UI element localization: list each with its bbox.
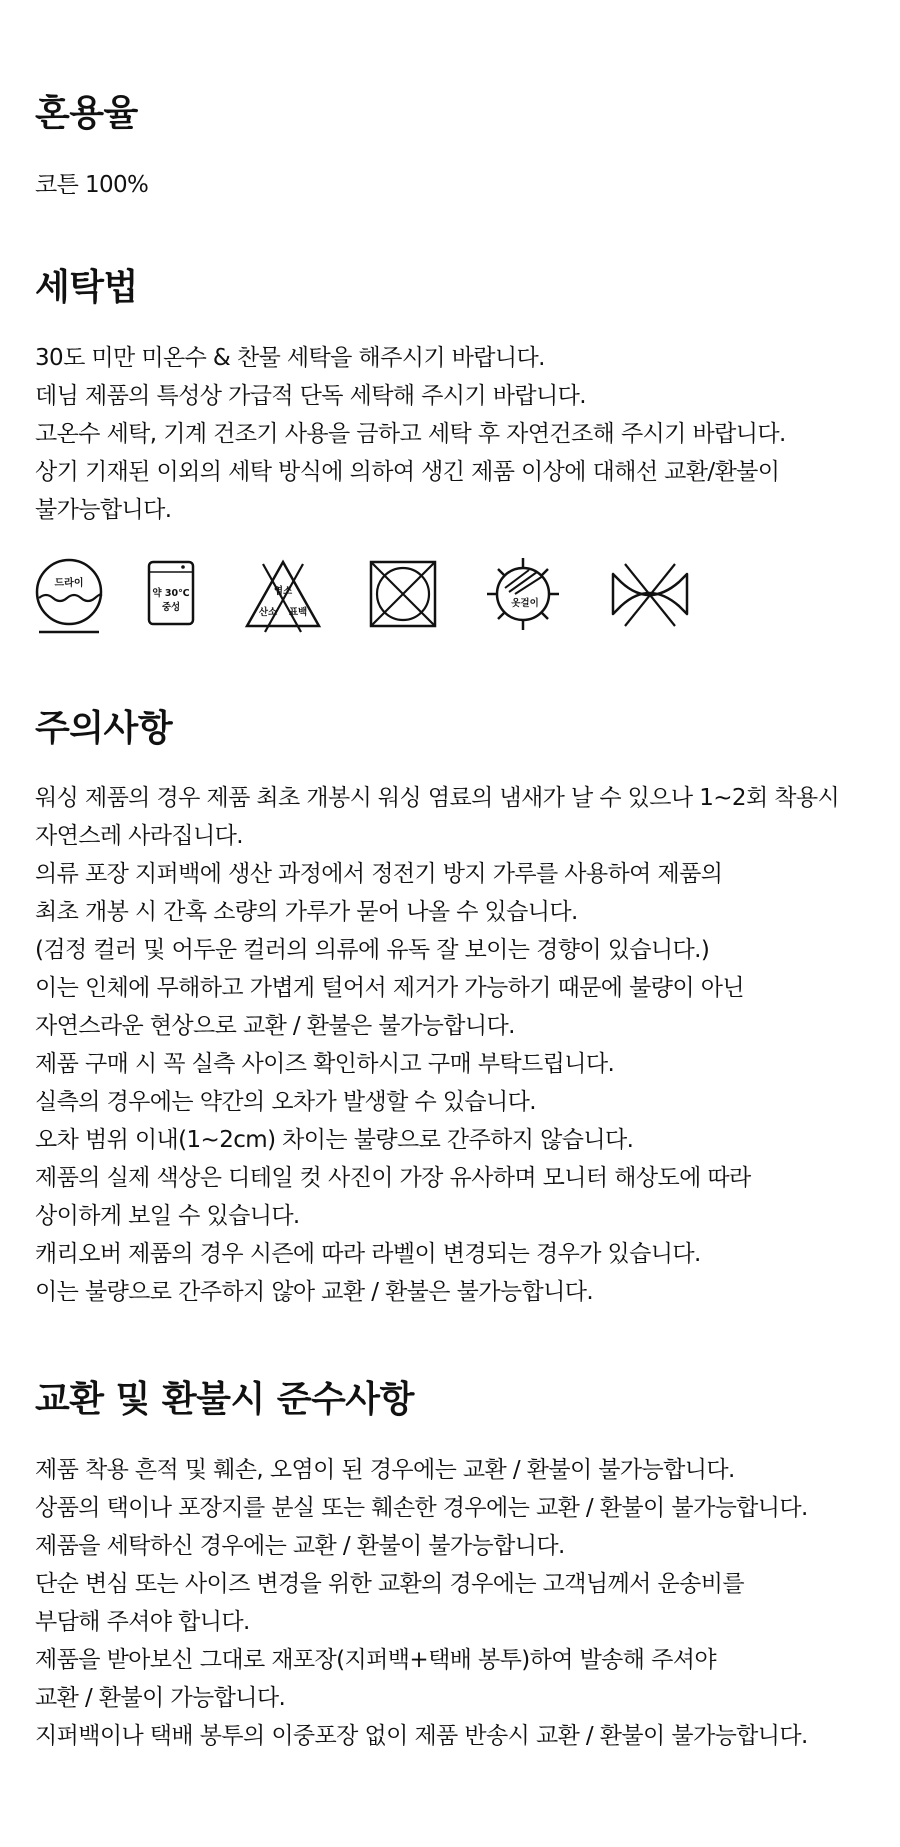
caution-line: 캐리오버 제품의 경우 시즌에 따라 라벨이 변경되는 경우가 있습니다. (35, 1241, 701, 1267)
washing-line: 불가능합니다. (35, 497, 172, 523)
cautions-section (35, 707, 875, 751)
exchange-line: 교환 / 환불이 가능합니다. (35, 1685, 286, 1711)
washer-detergent-label: 중성 (161, 602, 181, 613)
washer-temp-label: 약 30℃ (152, 588, 190, 599)
composition-section (35, 92, 875, 136)
bleach-oxygen-label: 산소 (258, 607, 278, 618)
caution-line: 실측의 경우에는 약간의 오차가 발생할 수 있습니다. (35, 1089, 536, 1115)
bleach-chlorine-label: 염소 (273, 586, 293, 597)
cautions-body (35, 779, 875, 1311)
composition-value: 코튼 100% (35, 172, 149, 198)
exchange-heading: 교환 및 환불시 준수사항 (35, 1379, 414, 1420)
caution-line: 워싱 제품의 경우 제품 최초 개봉시 워싱 염료의 냄새가 날 수 있으나 1~2회 착용시 (35, 785, 840, 811)
no-bleach-icon (243, 556, 323, 636)
washing-line: 상기 기재된 이외의 세탁 방식에 의하여 생긴 제품 이상에 대해선 교환/환불이 (35, 459, 780, 485)
washing-body (35, 339, 875, 529)
dry-clean-label: 드라이 (54, 578, 84, 589)
exchange-text (35, 1451, 875, 1755)
exchange-line: 제품 착용 흔적 및 훼손, 오염이 된 경우에는 교환 / 환불이 불가능합니다. (35, 1457, 735, 1483)
caution-line: 제품의 실제 색상은 디테일 컷 사진이 가장 유사하며 모니터 해상도에 따라 (35, 1165, 751, 1191)
washer-30c-icon (145, 556, 197, 636)
hanger-label: 옷걸이 (511, 598, 539, 609)
composition-heading: 혼용율 (35, 93, 138, 134)
exchange-line: 제품을 세탁하신 경우에는 교환 / 환불이 불가능합니다. (35, 1533, 565, 1559)
exchange-line: 상품의 택이나 포장지를 분실 또는 훼손한 경우에는 교환 / 환불이 불가능합니다. (35, 1495, 808, 1521)
exchange-section (35, 1378, 875, 1422)
no-wring-icon (607, 556, 693, 636)
exchange-body (35, 1451, 875, 1755)
caution-line: 오차 범위 이내(1~2cm) 차이는 불량으로 간주하지 않습니다. (35, 1127, 634, 1153)
caution-line: 최초 개봉 시 간혹 소량의 가루가 묻어 나올 수 있습니다. (35, 899, 578, 925)
washing-line: 데님 제품의 특성상 가급적 단독 세탁해 주시기 바랍니다. (35, 383, 586, 409)
caution-line: 이는 인체에 무해하고 가볍게 털어서 제거가 가능하기 때문에 불량이 아닌 (35, 975, 744, 1001)
bleach-label: 표백 (288, 607, 308, 618)
exchange-line: 지퍼백이나 택배 봉투의 이중포장 없이 제품 반송시 교환 / 환불이 불가능합니다. (35, 1723, 808, 1749)
caution-line: 자연스라운 현상으로 교환 / 환불은 불가능합니다. (35, 1013, 515, 1039)
washing-heading: 세탁법 (35, 267, 138, 308)
hang-dry-shade-icon (481, 556, 565, 636)
exchange-line: 제품을 받아보신 그대로 재포장(지퍼백+택배 봉투)하여 발송해 주셔야 (35, 1647, 716, 1673)
caution-line: 자연스레 사라집니다. (35, 823, 243, 849)
cautions-heading: 주의사항 (35, 708, 173, 749)
caution-line: (검정 컬러 및 어두운 컬러의 의류에 유독 잘 보이는 경향이 있습니다.) (35, 937, 710, 963)
dry-clean-icon (33, 556, 105, 636)
washing-line: 30도 미만 미온수 & 찬물 세탁을 해주시기 바랍니다. (35, 345, 545, 371)
caution-line: 의류 포장 지퍼백에 생산 과정에서 정전기 방지 가루를 사용하여 제품의 (35, 861, 723, 887)
cautions-text (35, 779, 875, 1311)
washing-line: 고온수 세탁, 기계 건조기 사용을 금하고 세탁 후 자연건조해 주시기 바랍니다. (35, 421, 786, 447)
exchange-line: 단순 변심 또는 사이즈 변경을 위한 교환의 경우에는 고객님께서 운송비를 (35, 1571, 744, 1597)
washing-section (35, 266, 875, 310)
caution-line: 제품 구매 시 꼭 실측 사이즈 확인하시고 구매 부탁드립니다. (35, 1051, 615, 1077)
washing-text (35, 339, 875, 529)
exchange-line: 부담해 주셔야 합니다. (35, 1609, 250, 1635)
caution-line: 상이하게 보일 수 있습니다. (35, 1203, 300, 1229)
composition-body (35, 166, 875, 204)
caution-line: 이는 불량으로 간주하지 않아 교환 / 환불은 불가능합니다. (35, 1279, 594, 1305)
care-icons-row (33, 556, 733, 636)
no-tumble-dry-icon (365, 556, 445, 636)
